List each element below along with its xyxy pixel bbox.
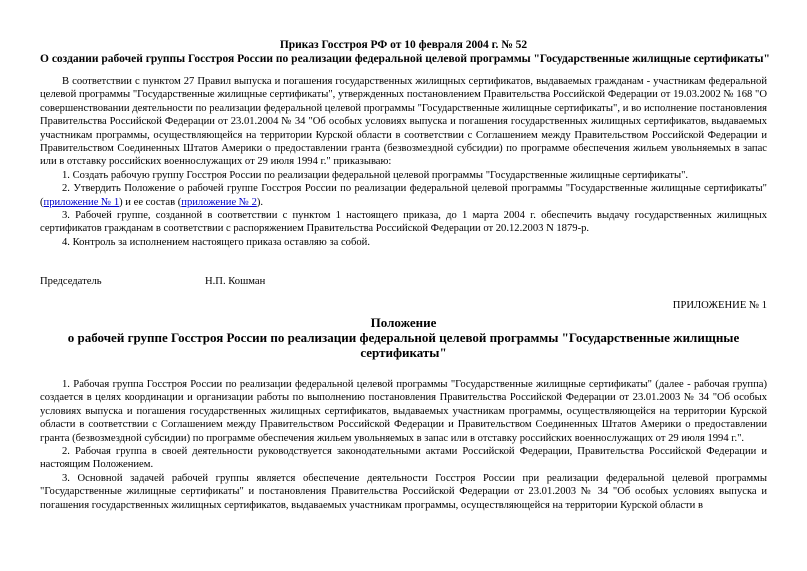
order-item-2-text-start: 2. Утвердить Положение о рабочей группе Госстроя России по реализации федеральной целевой программы "Государственные жилищные сертификаты" ( [40,183,767,208]
order-body [40,75,767,249]
order-item-2 [40,182,767,209]
order-item-4: 4. Контроль за исполнением настоящего приказа оставляю за собой. [62,236,370,248]
signature-name: Н.П. Кошман [205,276,266,287]
appendix-label: ПРИЛОЖЕНИЕ № 1 [672,300,767,311]
document-subtitle: О создании рабочей группы Госстроя России по реализации федеральной целевой программы "Государственные жилищные сертификаты" [40,53,770,65]
order-item-2-text-middle: ) и ее состав ( [119,196,182,208]
appendix-subtitle: о рабочей группе Госстроя России по реализации федеральной целевой программы "Государственные жилищные сертификаты" [67,330,740,360]
order-item-1: 1. Создать рабочую группу Госстроя России по реализации федеральной целевой программы "Государственные жилищные сертификаты". [62,169,689,181]
appendix-item-3: 3. Основной задачей рабочей группы является обеспечение деятельности Госстроя России при реализации федеральной целевой программы "Государственные жилищные сертификаты" и постановления Правительства Российской Федерации от 23.01.2003 № 34 "Об особых условиях выпуска и погашения государственных жилищных сертификатов, выдаваемых участникам программы, осуществляющейся на территории Курской области в [40,472,767,511]
appendix-1-link[interactable]: приложение № 1 [43,196,120,208]
appendix-2-link[interactable]: приложение № 2 [181,196,257,208]
signature-role: Председатель [40,276,102,287]
order-item-3: 3. Рабочей группе, созданной в соответствии с пунктом 1 настоящего приказа, до 1 марта 2004 г. обеспечить выдачу государственных жилищных сертификатов гражданам в соответствии с распоряжением Правительства Российской Федерации от 20.12.2003 N 1879-р. [40,210,767,235]
order-preamble: В соответствии с пунктом 27 Правил выпуска и погашения государственных жилищных сертификатов, выдаваемых гражданам - участникам федеральной целевой программы "Государственные жилищные сертификаты", утвержденных постановлением Правительства Российской Федерации от 19.03.2002 № 168 "О совершенствовании деятельности по реализации федеральной целевой программы "Государственные жилищные сертификаты", и во исполнение постановления Правительства Российской Федерации от 23.01.2004 № 34 "Об особых условиях выпуска и погашения государственных жилищных сертификатов, выдаваемых участникам программы, осуществляющейся на территории Курской области в соответствии с Соглашением между Правительством Российской Федерации и Правительством Соединенных Штатов Америки о предоставлении гранта (безвозмездной субсидии) по программе обеспечения жильем увольняемых в запас или в отставку российских военнослужащих от 29 июля 1994 г." приказываю: [40,76,767,168]
appendix-item-2: 2. Рабочая группа в своей деятельности руководствуется законодательными актами Российской Федерации, Правительства Российской Федерации и настоящим Положением. [40,446,767,471]
appendix-item-1: 1. Рабочая группа Госстроя России по реализации федеральной целевой программы "Государственные жилищные сертификаты" (далее - рабочая группа) создается в целях координации и организации работы по выполнению постановления Правительства Российской Федерации от 23.01.2003 № 34 "Об особых условиях выпуска и погашения государственных жилищных сертификатов, выдаваемых участникам программы, осуществляющейся на территории Курской области в соответствии с Соглашением между Правительством Российской Федерации и Правительством Соединенных Штатов Америки о предоставлении гранта (безвозмездной субсидии) по программе обеспечения жильем увольняемых в запас или в отставку российских военнослужащих от 29 июля 1994 г.". [40,379,767,444]
order-item-2-text-end: ). [256,196,264,208]
signature-block [40,275,266,288]
appendix-title: Положение [370,315,437,330]
document-title: Приказ Госстроя РФ от 10 февраля 2004 г. № 52 [279,39,528,51]
appendix-body [40,378,767,512]
